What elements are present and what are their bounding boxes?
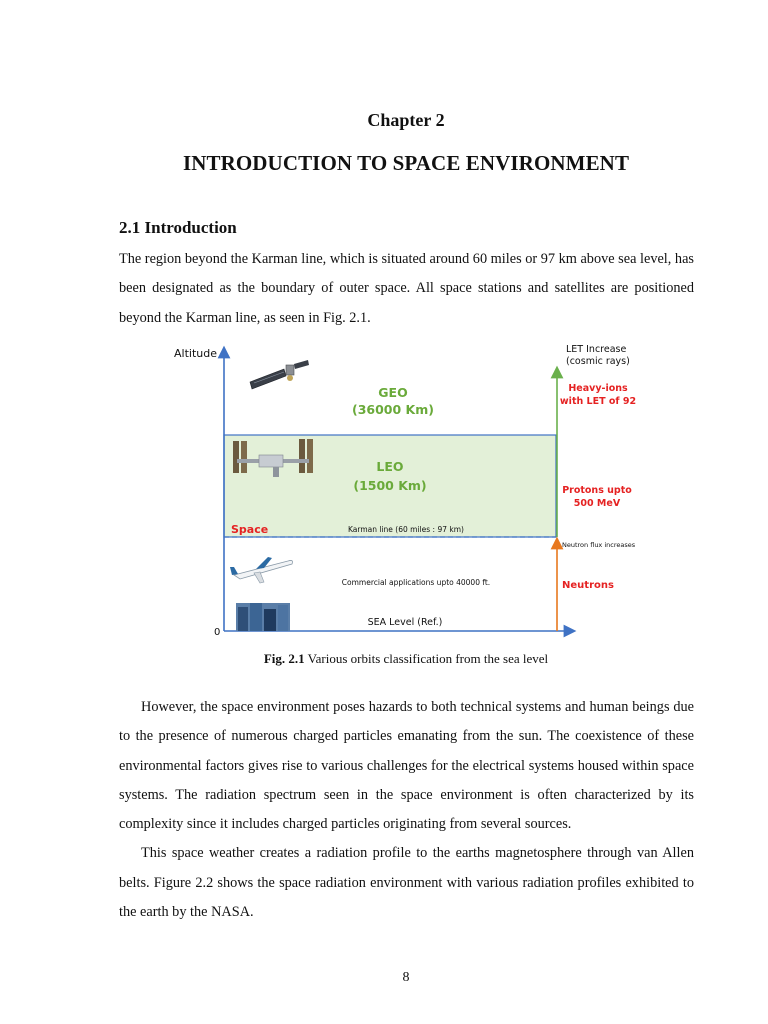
- sea-level-label: SEA Level (Ref.): [367, 617, 443, 628]
- paragraph-3: This space weather creates a radiation profile to the earths magnetosphere through van Allen belts. Figure 2.2 shows the space radiation environment with various radiation profiles exhibited to the earth by the NASA.: [119, 845, 694, 921]
- page-number: 8: [402, 970, 410, 985]
- caption-text: Various orbits classification from the sea level: [304, 651, 549, 666]
- paragraph-1: The region beyond the Karman line, which is situated around 60 miles or 97 km above sea level, has been designated as the boundary of outer space. All space stations and satellites are positioned beyond the Karman line, as seen in Fig. 2.1.: [119, 251, 694, 326]
- geo-satellite-icon: [250, 360, 309, 389]
- buildings-icon: [236, 603, 290, 631]
- space-label: Space: [231, 523, 269, 536]
- chapter-label: Chapter 2: [367, 110, 445, 130]
- section-heading: 2.1 Introduction: [119, 218, 237, 237]
- leo-altitude: (1500 Km): [353, 478, 427, 493]
- airplane-icon: [230, 557, 293, 583]
- geo-label: GEO: [378, 385, 408, 400]
- protons-label-1: Protons upto: [562, 485, 632, 496]
- chapter-title: INTRODUCTION TO SPACE ENVIRONMENT: [182, 151, 630, 175]
- heavy-ions-label-1: Heavy-ions: [568, 383, 628, 394]
- let-label-2: (cosmic rays): [566, 356, 630, 367]
- leo-label: LEO: [376, 459, 404, 474]
- let-label-1: LET Increase: [566, 344, 627, 355]
- protons-label-2: 500 MeV: [573, 498, 621, 509]
- neutrons-label: Neutrons: [562, 580, 614, 591]
- paragraph-body: [119, 693, 694, 927]
- geo-altitude: (36000 Km): [352, 402, 434, 417]
- commercial-label: Commercial applications upto 40000 ft.: [341, 578, 491, 587]
- origin-label: 0: [214, 627, 221, 638]
- caption-label: Fig. 2.1: [263, 651, 305, 666]
- karman-label: Karman line (60 miles : 97 km): [348, 525, 464, 534]
- heavy-ions-label-2: with LET of 92: [559, 396, 637, 407]
- altitude-label: Altitude: [174, 347, 217, 360]
- figure-caption: [0, 651, 768, 667]
- neutron-flux-label: Neutron flux increases: [562, 541, 636, 549]
- paragraph-2: However, the space environment poses hazards to both technical systems and human beings due to the presence of numerous charged particles emanating from the sun. The coexistence of these environmental factors gives rise to various challenges for the electrical systems housed within space systems. The radiation spectrum seen in the space environment is often characterized by its complexity since it includes charged particles originating from several sources.: [119, 699, 694, 833]
